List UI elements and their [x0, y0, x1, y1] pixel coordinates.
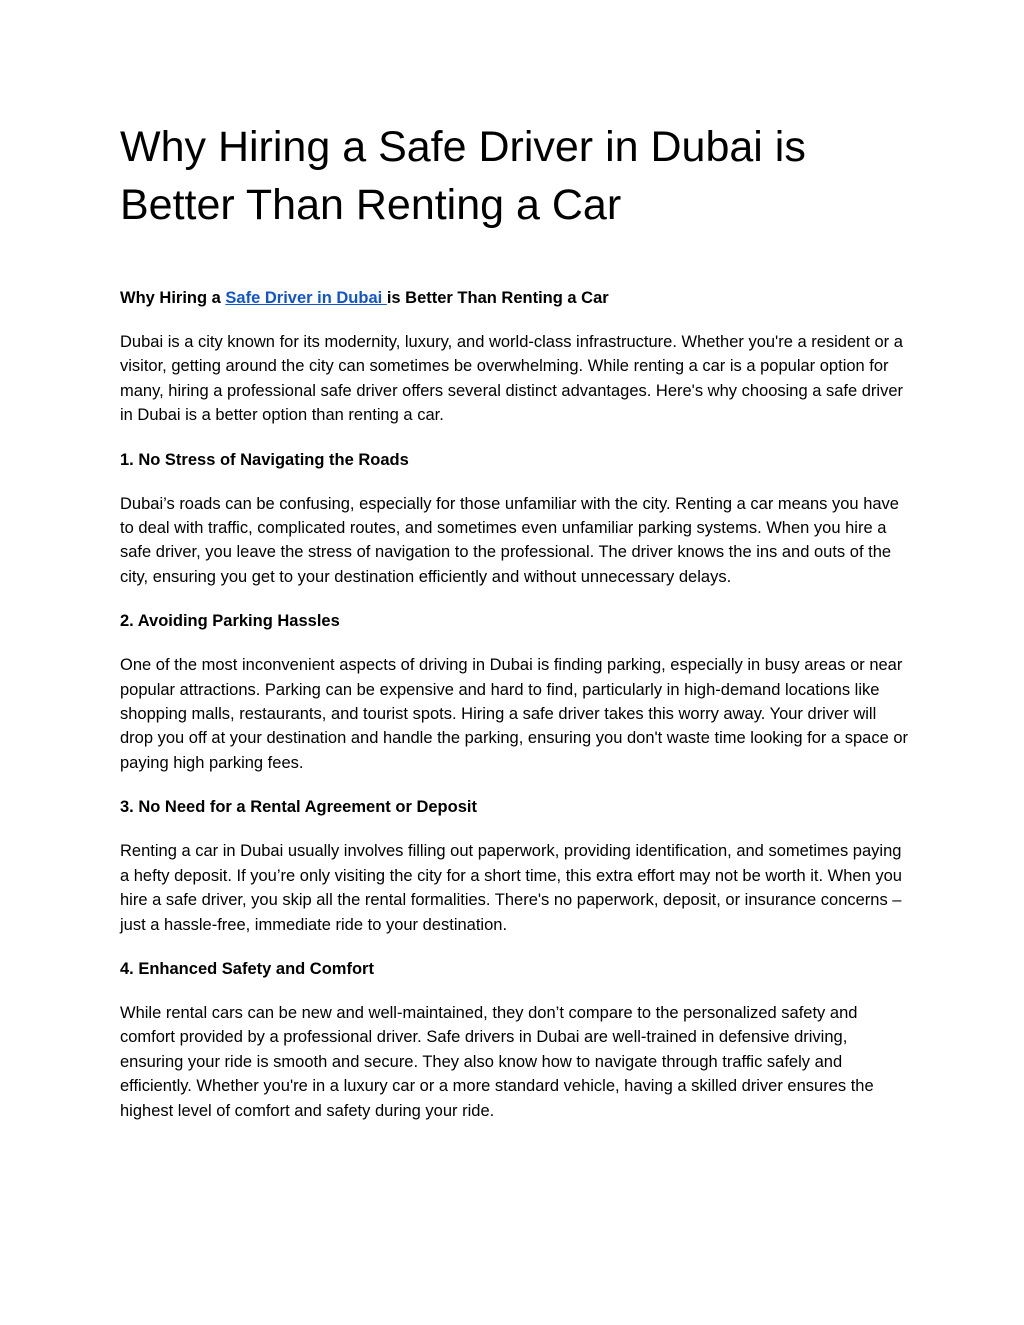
section-heading-2: 2. Avoiding Parking Hassles	[120, 612, 340, 631]
document-subtitle	[120, 286, 910, 310]
section-body-1: Dubai’s roads can be confusing, especially for those unfamiliar with the city. Renting a car means you have to deal with traffic, complicated routes, and sometimes even unfamiliar parking systems. When you hire a safe driver, you leave the stress of navigation to the professional. The driver knows the ins and outs of the city, ensuring you get to your destination efficiently and without unnecessary delays.	[120, 494, 899, 586]
safe-driver-link[interactable]: Safe Driver in Dubai	[225, 289, 387, 307]
intro-paragraph: Dubai is a city known for its modernity, luxury, and world-class infrastructure. Whether you're a resident or a visitor, getting around the city can sometimes be overwhelming. While renting a car is a popular option for many, hiring a professional safe driver offers several distinct advantages. Here's why choosing a safe driver in Dubai is a better option than renting a car.	[120, 333, 904, 425]
section-body-4: While rental cars can be new and well-maintained, they don’t compare to the personalized safety and comfort provided by a professional driver. Safe drivers in Dubai are well-trained in defensive driving, ensuring your ride is smooth and secure. They also know how to navigate through traffic safely and efficiently. Whether you're in a luxury car or a more standard vehicle, having a skilled driver ensures the highest level of comfort and safety during your ride.	[120, 1003, 874, 1120]
section-heading-3: 3. No Need for a Rental Agreement or Deposit	[120, 798, 477, 817]
section-heading-4: 4. Enhanced Safety and Comfort	[120, 959, 374, 978]
section-body-2: One of the most inconvenient aspects of driving in Dubai is finding parking, especially in busy areas or near popular attractions. Parking can be expensive and hard to find, particularly in high-demand locations like shopping malls, restaurants, and tourist spots. Hiring a safe driver takes this worry away. Your driver will drop you off at your destination and handle the parking, ensuring you don't waste time looking for a space or paying high parking fees.	[120, 656, 909, 772]
subtitle-suffix: is Better Than Renting a Car	[386, 289, 609, 307]
document-title: Why Hiring a Safe Driver in Dubai is Better Than Renting a Car	[120, 123, 806, 229]
section-body-3: Renting a car in Dubai usually involves filling out paperwork, providing identification, and sometimes paying a hefty deposit. If you’re only visiting the city for a short time, this extra effort may not be worth it. When you hire a safe driver, you skip all the rental formalities. There's no paperwork, deposit, or insurance concerns – just a hassle-free, immediate ride to your destination.	[120, 842, 902, 934]
section-heading-1: 1. No Stress of Navigating the Roads	[120, 450, 409, 469]
subtitle-prefix: Why Hiring a	[120, 289, 226, 307]
document-page	[120, 118, 910, 1143]
